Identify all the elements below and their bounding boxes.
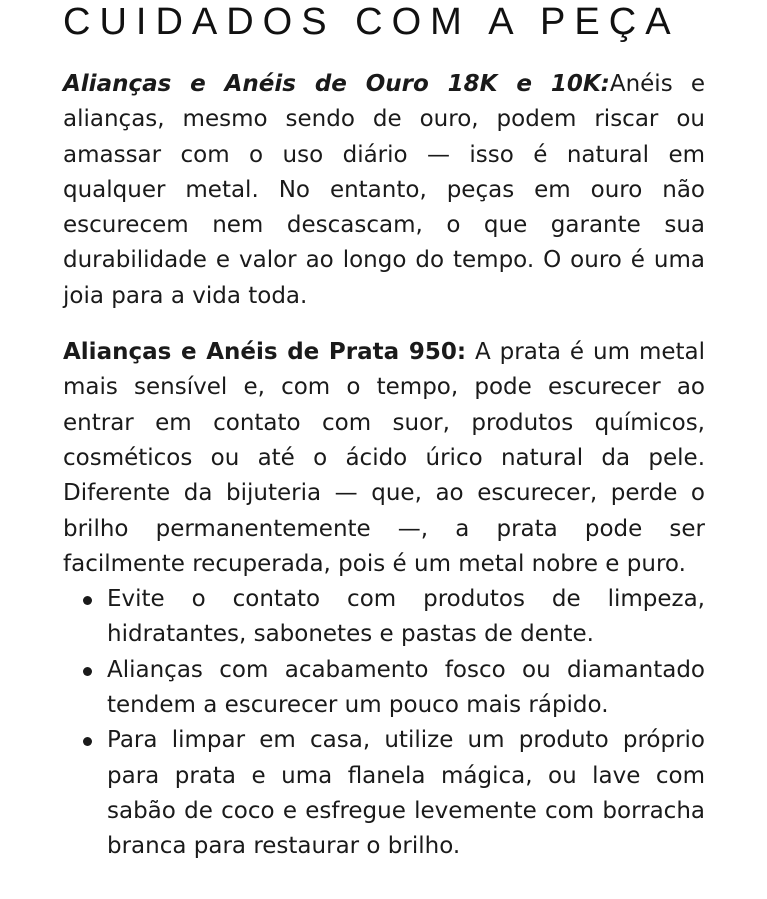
- list-item: [63, 723, 705, 864]
- gold-care-heading: Alianças e Anéis de Ouro 18K e 10K:: [63, 71, 610, 97]
- bullet-icon: [83, 737, 92, 746]
- bullet-icon: [83, 596, 92, 605]
- bullet-icon: [83, 667, 92, 676]
- tip-text: Alianças com acabamento fosco ou diamantado tendem a escurecer um pouco mais rápido.: [107, 656, 705, 719]
- silver-care-heading: Alianças e Anéis de Prata 950:: [63, 339, 467, 366]
- silver-tips-list: [63, 582, 705, 864]
- tip-text: Para limpar em casa, utilize um produto próprio para prata e uma flanela mágica, ou lave com sabão de coco e esfregue levemente com borracha branca para restaurar o brilho.: [107, 727, 705, 860]
- page-title: CUIDADOS COM A PEÇA: [63, 1, 680, 43]
- tip-text: Evite o contato com produtos de limpeza, hidratantes, sabonetes e pastas de dente.: [107, 586, 705, 648]
- list-item: [63, 582, 705, 653]
- silver-care-paragraph: [63, 335, 705, 582]
- silver-care-text: A prata é um metal mais sensível e, com o tempo, pode escurecer ao entrar em contato com suor, produtos químicos, cosméticos ou até o ácido úrico natural da pele. Diferente da bijuteria — que, ao escurecer, perde o brilho permanentemente —, a prata pode ser facilmente recuperada, pois é um metal nobre e puro.: [63, 339, 705, 577]
- list-item: [63, 653, 705, 724]
- gold-care-text: Anéis e alianças, mesmo sendo de ouro, podem riscar ou amassar com o uso diário — isso é natural em qualquer metal. No entanto, peças em ouro não escurecem nem descascam, o que garante sua durabilidade e valor ao longo do tempo. O ouro é uma joia para a vida toda.: [63, 71, 705, 309]
- care-document: [63, 0, 705, 865]
- gold-care-paragraph: [63, 67, 705, 314]
